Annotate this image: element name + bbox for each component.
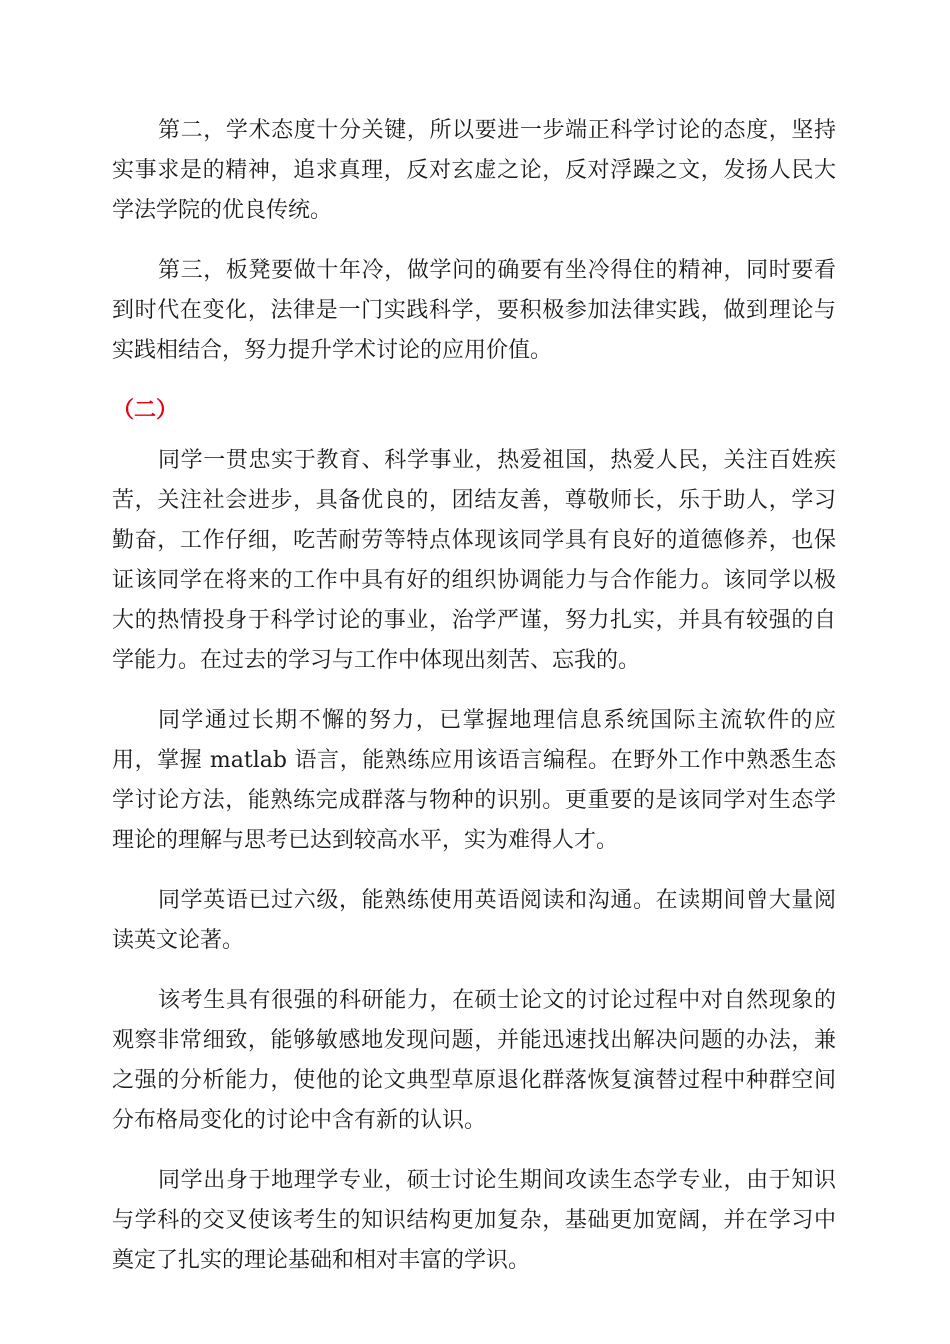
paragraph-second-point: 第二，学术态度十分关键，所以要进一步端正科学讨论的态度，坚持实事求是的精神，追求真理，反对玄虚之论，反对浮躁之文，发扬人民大学法学院的优良传统。 — [112, 118, 836, 223]
paragraph-character: 同学一贯忠实于教育、科学事业，热爱祖国，热爱人民，关注百姓疾苦，关注社会进步，具备优良的，团结友善，尊敬师长，乐于助人，学习勤奋，工作仔细，吃苦耐劳等特点体现该同学具有良好的道德修养，也保证该同学在将来的工作中具有好的组织协调能力与合作能力。该同学以极大的热情投身于科学讨论的事业，治学严谨，努力扎实，并具有较强的自学能力。在过去的学习与工作中体现出刻苦、忘我的。 — [112, 448, 836, 673]
document-body — [112, 111, 836, 1301]
section-heading: （二） — [112, 398, 179, 423]
paragraph-background: 同学出身于地理学专业，硕士讨论生期间攻读生态学专业，由于知识与学科的交叉使该考生的知识结构更加复杂，基础更加宽阔，并在学习中奠定了扎实的理论基础和相对丰富的学识。 — [112, 1168, 836, 1273]
paragraph-third-point: 第三，板凳要做十年冷，做学问的确要有坐冷得住的精神，同时要看到时代在变化，法律是一门实践科学，要积极参加法律实践，做到理论与实践相结合，努力提升学术讨论的应用价值。 — [112, 258, 836, 363]
paragraph-research: 该考生具有很强的科研能力，在硕士论文的讨论过程中对自然现象的观察非常细致，能够敏感地发现问题，并能迅速找出解决问题的办法，兼之强的分析能力，使他的论文典型草原退化群落恢复演替过程中种群空间分布格局变化的讨论中含有新的认识。 — [112, 988, 836, 1133]
paragraph-skills: 同学通过长期不懈的努力，已掌握地理信息系统国际主流软件的应用，掌握 matlab 语言，能熟练应用该语言编程。在野外工作中熟悉生态学讨论方法，能熟练完成群落与物种的识别。更重要的是该同学对生态学理论的理解与思考已达到较高水平，实为难得人才。 — [112, 708, 836, 853]
paragraph-english: 同学英语已过六级，能熟练使用英语阅读和沟通。在读期间曾大量阅读英文论著。 — [112, 888, 836, 953]
